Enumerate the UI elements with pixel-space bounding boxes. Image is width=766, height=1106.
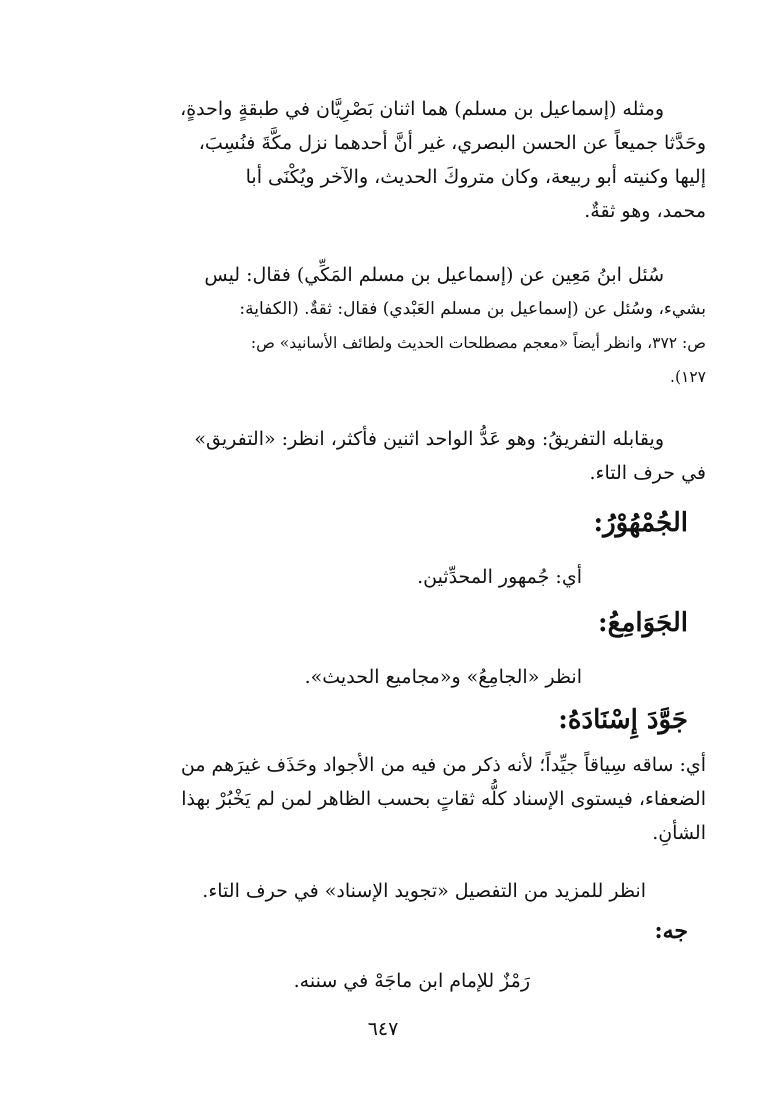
text-line: سُئل ابنُ مَعِين عن (إسماعيل بن مسلم المَكِّي) فقال: ليس [204, 264, 664, 286]
paragraph-tafriq [78, 422, 706, 490]
entry-text-jawami: انظر «الجامِعُ» و«مجاميع الحديث». [304, 666, 582, 688]
see-also-tajwid: انظر للمزيد من التفصيل «تجويد الإسناد» في حرف التاء. [202, 880, 646, 902]
entry-text-jawwada [78, 748, 706, 850]
entry-text-jumhur: أي: جُمهور المحدِّثين. [417, 566, 582, 588]
paragraph-ismail-ibn-muslim [78, 92, 706, 228]
text-line: محمد، وهو ثقةٌ. [584, 200, 706, 222]
footnote-paragraph [78, 258, 706, 394]
entry-heading-jumhur: الجُمْهُوْرُ: [593, 508, 688, 538]
text-line: ص: ٣٧٢، وانظر أيضاً «معجم مصطلحات الحديث ولطائف الأسانيد» ص: [250, 334, 706, 352]
text-line: في حرف التاء. [589, 462, 706, 484]
text-line: الشأنِ. [652, 822, 706, 844]
text-line: ومثله (إسماعيل بن مسلم) هما اثنان بَصْرِيَّان في طبقةٍ واحدةٍ، [180, 98, 664, 120]
text-line: بشيء، وسُئل عن (إسماعيل بن مسلم العَبْدي) فقال: ثقةٌ. (الكفاية: [239, 299, 706, 319]
text-line: أي: ساقه سِياقاً جيِّداً؛ لأنه ذكر من فيه من الأجواد وحَذَف غيرَهم من [180, 754, 706, 776]
page-number: ٦٤٧ [367, 1018, 399, 1040]
text-line: ١٢٧). [670, 368, 706, 386]
text-line: إليها وكنيته أبو ربيعة، وكان متروكَ الحديث، والآخر ويُكْنَى أبا [245, 166, 706, 188]
entry-heading-jawami: الجَوَامِعُ: [598, 608, 688, 638]
text-line: وحَدَّثا جميعاً عن الحسن البصري، غير أنَّ أحدهما نزل مكَّةَ فنُسِبَ، [198, 132, 706, 154]
text-line: الضعفاء، فيستوى الإسناد كلُّه ثقاتٍ بحسب الظاهر لمن لم يَخْبُرْ بهذا [181, 788, 706, 810]
entry-text-jeh: رَمْزٌ للإمام ابن ماجَهْ في سننه. [293, 970, 530, 992]
entry-heading-jawwada: جَوَّدَ إِسْنَادَهُ: [558, 705, 688, 735]
entry-heading-jeh: جه: [654, 918, 688, 944]
text-line: ويقابله التفريقُ: وهو عَدُّ الواحد اثنين فأكثر، انظر: «التفريق» [194, 428, 664, 450]
